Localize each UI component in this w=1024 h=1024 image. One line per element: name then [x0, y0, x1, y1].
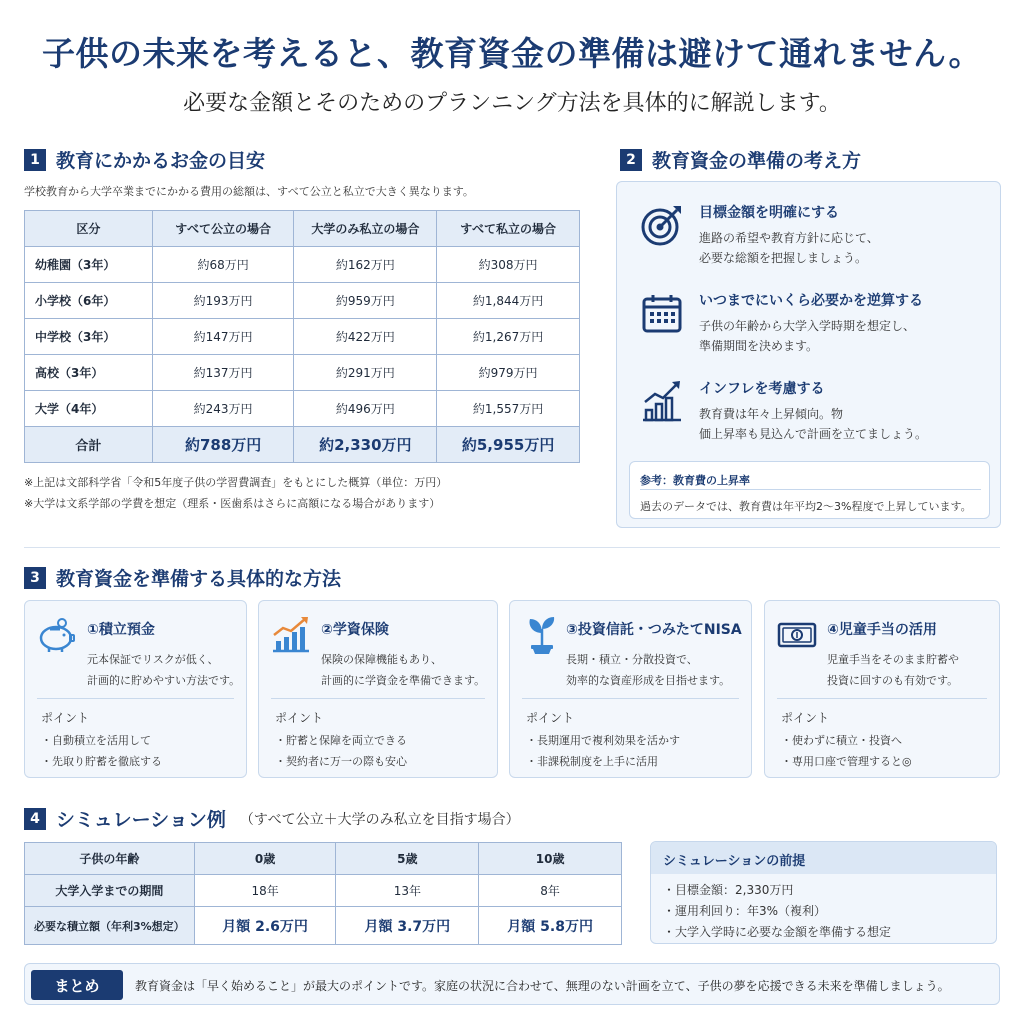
point-list [526, 730, 680, 772]
row-label: 大学入学までの期間 [25, 875, 195, 907]
reference-text: 過去のデータでは、教育費は年平均2〜3%程度で上昇しています。 [640, 500, 972, 513]
card-divider [271, 698, 485, 699]
section2-number: 2 [620, 149, 642, 171]
table-cell: 約137万円 [152, 355, 294, 391]
point-label: ポイント [781, 711, 830, 725]
section4-title: シミュレーション例 [56, 809, 226, 831]
total-label: 合計 [25, 427, 153, 463]
table-row [25, 875, 622, 907]
section4-number: 4 [24, 808, 46, 830]
table-cell: 約291万円 [294, 355, 437, 391]
card-desc-line: 保険の保障機能もあり、 [321, 653, 442, 666]
table-cell: 約147万円 [152, 319, 294, 355]
point-list [275, 730, 407, 772]
point-item: ・非課税制度を上手に活用 [526, 755, 658, 768]
table-row [25, 283, 580, 319]
column-header: すべて公立の場合 [152, 211, 294, 247]
table-cell: 18年 [194, 875, 336, 907]
card-description [566, 649, 730, 691]
table-cell: 約1,267万円 [437, 319, 580, 355]
section4-subtitle: （すべて公立＋大学のみ私立を目指す場合） [239, 811, 520, 828]
point-list [781, 730, 912, 772]
premise-item: ・目標金額：2,330万円 [663, 883, 794, 897]
approach-title: いつまでにいくら必要かを逆算する [699, 293, 923, 309]
card-desc-line: 児童手当をそのまま貯蓄や [827, 653, 959, 666]
table-note: ※上記は文部科学省「令和5年度子供の学習費調査」をもとにした概算（単位：万円） [24, 476, 448, 489]
page-subtitle: 必要な金額とそのためのプランニング方法を具体的に解説します。 [183, 91, 841, 116]
section3-title: 教育資金を準備する具体的な方法 [56, 568, 342, 590]
table-row [25, 391, 580, 427]
column-header: 0歳 [194, 843, 336, 875]
table-cell: 8年 [479, 875, 622, 907]
table-row [25, 355, 580, 391]
point-item: ・自動積立を活用して [41, 734, 151, 747]
table-row [25, 907, 622, 945]
row-label: 高校（3年） [25, 355, 153, 391]
column-header: 区分 [25, 211, 153, 247]
table-cell: 約193万円 [152, 283, 294, 319]
section2-title: 教育資金の準備の考え方 [652, 150, 862, 172]
table-cell: 約979万円 [437, 355, 580, 391]
approach-text: 価上昇率も見込んで計画を立てましょう。 [699, 427, 928, 441]
point-item: ・契約者に万一の際も安心 [275, 755, 407, 768]
card-title: ④児童手当の活用 [827, 622, 937, 638]
approach-item [639, 202, 879, 268]
card-desc-line: 長期・積立・分散投資で、 [566, 653, 698, 666]
card-desc-line: 元本保証でリスクが低く、 [87, 653, 219, 666]
table-cell: 13年 [336, 875, 479, 907]
simulation-table [24, 842, 622, 945]
premise-item: ・運用利回り：年3%（複利） [663, 904, 827, 918]
section1-title: 教育にかかるお金の目安 [56, 150, 266, 172]
point-item: ・専用口座で管理すると◎ [781, 755, 912, 768]
table-header-row [25, 211, 580, 247]
premise-title: シミュレーションの前提 [651, 842, 996, 874]
reference-divider [640, 489, 981, 490]
table-row [25, 319, 580, 355]
table-cell: 約308万円 [437, 247, 580, 283]
method-card [764, 600, 1000, 778]
total-cell: 約5,955万円 [437, 427, 580, 463]
reference-box [629, 461, 990, 519]
card-title: ①積立預金 [87, 622, 155, 638]
approach-title: インフレを考慮する [699, 381, 825, 397]
card-divider [37, 698, 234, 699]
total-cell: 約788万円 [152, 427, 294, 463]
column-header: 10歳 [479, 843, 622, 875]
summary-text: 教育資金は「早く始めること」が最大のポイントです。家庭の状況に合わせて、無理のない計画を立て、子供の夢を応援できる未来を準備しましょう。 [135, 979, 950, 993]
total-cell: 約2,330万円 [294, 427, 437, 463]
simulation-premise-box [650, 841, 997, 944]
target-icon [639, 202, 685, 248]
card-desc-line: 効率的な資産形成を目指せます。 [566, 674, 731, 687]
method-card [509, 600, 752, 778]
row-label: 中学校（3年） [25, 319, 153, 355]
table-cell: 約68万円 [152, 247, 294, 283]
rising-chart-icon [639, 378, 685, 424]
column-header: すべて私立の場合 [437, 211, 580, 247]
card-divider [777, 698, 987, 699]
point-item: ・使わずに積立・投資へ [781, 734, 902, 747]
table-cell: 約422万円 [294, 319, 437, 355]
column-header: 子供の年齢 [25, 843, 195, 875]
row-label: 必要な積立額（年利3%想定） [25, 907, 195, 945]
approach-text: 準備期間を決めます。 [699, 339, 819, 353]
column-header: 5歳 [336, 843, 479, 875]
monthly-amount: 月額 5.8万円 [479, 907, 622, 945]
calendar-icon [639, 290, 685, 336]
approach-text: 子供の年齢から大学入学時期を想定し、 [699, 319, 916, 333]
point-label: ポイント [41, 711, 90, 725]
card-description [321, 649, 485, 691]
summary-badge: まとめ [31, 970, 123, 1000]
column-header: 大学のみ私立の場合 [294, 211, 437, 247]
approach-title: 目標金額を明確にする [699, 205, 839, 221]
table-cell: 約1,557万円 [437, 391, 580, 427]
monthly-amount: 月額 3.7万円 [336, 907, 479, 945]
point-label: ポイント [275, 711, 324, 725]
monthly-amount: 月額 2.6万円 [194, 907, 336, 945]
point-list [41, 730, 162, 772]
card-desc-line: 計画的に学資金を準備できます。 [321, 674, 486, 687]
section1-heading [24, 146, 265, 173]
banknote-icon [777, 615, 817, 655]
growth-chart-icon [271, 615, 311, 655]
table-header-row [25, 843, 622, 875]
row-label: 大学（4年） [25, 391, 153, 427]
section1-number: 1 [24, 149, 46, 171]
point-item: ・長期運用で複利効果を活かす [526, 734, 680, 747]
card-title: ③投資信託・つみたてNISA [566, 622, 742, 638]
point-item: ・貯蓄と保障を両立できる [275, 734, 407, 747]
premise-item: ・大学入学時に必要な金額を準備する想定 [663, 925, 892, 939]
table-cell: 約243万円 [152, 391, 294, 427]
approach-item [639, 378, 927, 444]
point-item: ・先取り貯蓄を徹底する [41, 755, 162, 768]
section2-heading [620, 146, 861, 173]
method-card [24, 600, 247, 778]
table-cell: 約1,844万円 [437, 283, 580, 319]
card-title: ②学資保険 [321, 622, 389, 638]
card-description [87, 649, 240, 691]
total-row [25, 427, 580, 463]
table-cell: 約162万円 [294, 247, 437, 283]
piggy-bank-icon [37, 615, 77, 655]
summary-bar [24, 963, 1000, 1005]
reference-title: 参考：教育費の上昇率 [640, 474, 750, 487]
premise-list [651, 874, 996, 944]
section-divider [24, 547, 1000, 548]
table-note: ※大学は文系学部の学費を想定（理系・医歯系はさらに高額になる場合があります） [24, 497, 441, 510]
point-label: ポイント [526, 711, 575, 725]
method-card [258, 600, 498, 778]
card-desc-line: 計画的に貯めやすい方法です。 [87, 674, 241, 687]
row-label: 幼稚園（3年） [25, 247, 153, 283]
row-label: 小学校（6年） [25, 283, 153, 319]
approach-text: 進路の希望や教育方針に応じて、 [699, 231, 879, 245]
section4-heading [24, 805, 520, 832]
section3-number: 3 [24, 567, 46, 589]
approach-panel [616, 181, 1001, 528]
approach-item [639, 290, 923, 356]
table-cell: 約496万円 [294, 391, 437, 427]
sprout-icon [522, 615, 562, 655]
section3-heading [24, 564, 341, 591]
approach-text: 教育費は年々上昇傾向。物 [699, 407, 844, 421]
card-description [827, 649, 959, 691]
section1-description: 学校教育から大学卒業までにかかる費用の総額は、すべて公立と私立で大きく異なります。 [24, 185, 474, 198]
table-row [25, 247, 580, 283]
page-title: 子供の未来を考えると、教育資金の準備は避けて通れません。 [42, 34, 982, 73]
cost-table [24, 210, 580, 463]
card-desc-line: 投資に回すのも有効です。 [827, 674, 959, 687]
card-divider [522, 698, 739, 699]
table-cell: 約959万円 [294, 283, 437, 319]
approach-text: 必要な総額を把握しましょう。 [699, 251, 868, 265]
